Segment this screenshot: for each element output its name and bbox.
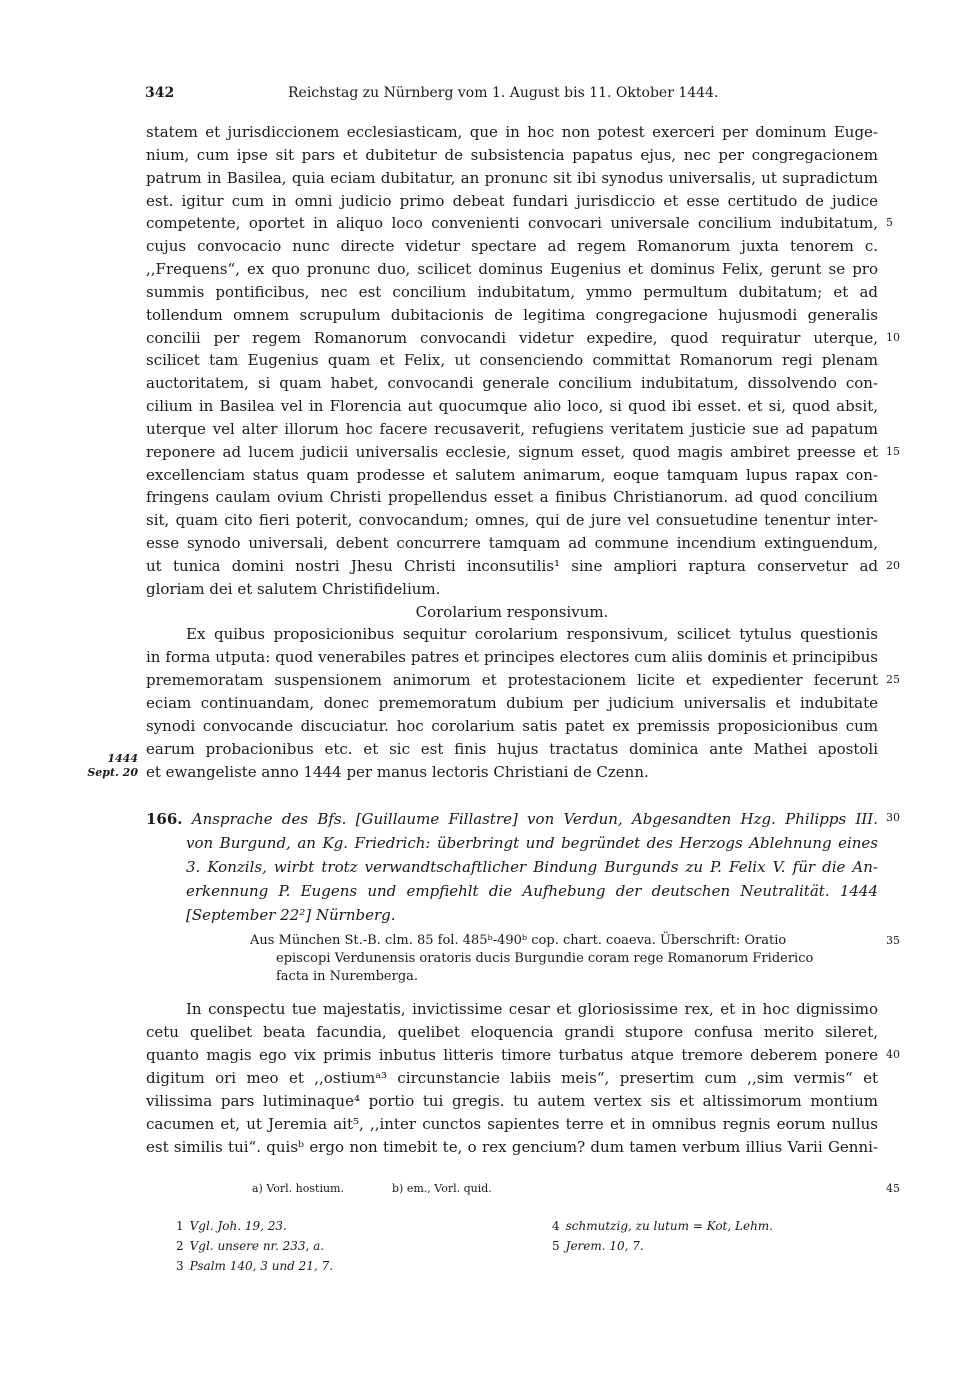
body-line: summis pontificibus, nec est concilium indubitatum, ymmo permultum dubitatum; et ad [146, 283, 878, 301]
body-line: sit, quam cito fieri poterit, convocandum; omnes, qui de jure vel consuetudine tenentur inter- [146, 511, 878, 529]
footnote [176, 1238, 324, 1254]
footnote [176, 1218, 287, 1234]
speech-line: est similis tui“. quisᵇ ergo non timebit te, o rex gencium? dum tamen verbum illius Varii Genni- [146, 1138, 878, 1156]
body-line: est. igitur cum in omni judicio primo debeat fundari jurisdiccio et esse certitudo de judice [146, 192, 878, 210]
source-note-line: episcopi Verdunensis oratoris ducis Burgundie coram rege Romanorum Friderico [276, 951, 814, 966]
footnote-number: 4 [552, 1219, 560, 1233]
line-number: 40 [886, 1048, 900, 1061]
margin-day: Sept. 20 [87, 766, 138, 779]
footnote-text: Vgl. Joh. 19, 23. [189, 1219, 287, 1233]
footnote-number: 5 [552, 1239, 560, 1253]
document-number: 166. [146, 810, 183, 828]
apparatus-note-a: a) Vorl. hostium. [252, 1182, 344, 1195]
speech-line: vilissima pars lutiminaque⁴ portio tui gregis. tu autem vertex sis et altissimorum montium [146, 1092, 878, 1110]
footnote-text: Psalm 140, 3 und 21, 7. [189, 1259, 334, 1273]
speech-line: quanto magis ego vix primis inbutus litteris timore turbatus atque tremore deberem ponere [146, 1046, 878, 1064]
speech-line: digitum ori meo et ,,ostiumᵃ³ circunstancie labiis meis“, presertim cum ,,sim vermis“ et [146, 1069, 878, 1087]
body-line: cilium in Basilea vel in Florencia aut quocumque alio loco, si quod ibi esset. et si, quod absit, [146, 397, 878, 415]
source-note-line: Aus München St.-B. clm. 85 fol. 485ᵇ-490ᵇ cop. chart. coaeva. Überschrift: Oratio [250, 933, 787, 948]
body-line: synodi convocande discuciatur. hoc corolarium satis patet ex premissis proposicionibus cum [146, 717, 878, 735]
body-line: tollendum omnem scrupulum dubitacionis de legitima congregacione hujusmodi generalis [146, 306, 878, 324]
line-number: 5 [886, 216, 893, 229]
body-line: esse synodo universali, debent concurrere tamquam ad commune incendium extinguendum, [146, 534, 878, 552]
line-number: 35 [886, 934, 900, 947]
footnote-number: 2 [176, 1239, 184, 1253]
document-heading-line: 3. Konzils, wirbt trotz verwandtschaftlicher Bindung Burgunds zu P. Felix V. für die An- [186, 858, 878, 876]
footnote [552, 1218, 773, 1234]
section-heading: Corolarium responsivum. [415, 603, 609, 621]
running-title: Reichstag zu Nürnberg vom 1. August bis 11. Oktober 1444. [288, 85, 719, 101]
body-line: patrum in Basilea, quia eciam dubitatur, an pronunc sit ibi synodus universalis, ut supradictum [146, 169, 878, 187]
body-line: in forma utputa: quod venerabiles patres et principes electores cum aliis dominis et principibus [146, 648, 878, 666]
body-line: concilii per regem Romanorum convocandi videtur expedire, quod requiratur uterque, [146, 329, 878, 347]
footnote-number: 1 [176, 1219, 184, 1233]
line-number: 20 [886, 559, 900, 572]
body-line: et ewangeliste anno 1444 per manus lectoris Christiani de Czenn. [146, 763, 649, 781]
speech-line: In conspectu tue majestatis, invictissime cesar et gloriosissime rex, et in hoc dignissimo [186, 1000, 878, 1018]
document-heading-line: [September 22²] Nürnberg. [186, 906, 396, 924]
body-line: statem et jurisdiccionem ecclesiasticam, que in hoc non potest exerceri per dominum Euge- [146, 123, 878, 141]
footnote-text: schmutzig, zu lutum = Kot, Lehm. [565, 1219, 774, 1233]
speech-line: cacumen et, ut Jeremia ait⁵, ,,inter cunctos sapientes terre et in omnibus regnis eorum nullus [146, 1115, 878, 1133]
document-heading-text: Ansprache des Bfs. [Guillaume Fillastre] von Verdun, Abgesandten Hzg. Philipps III. [191, 810, 878, 828]
body-line: earum probacionibus etc. et sic est finis hujus tractatus dominica ante Mathei apostoli [146, 740, 878, 758]
footnote-text: Vgl. unsere nr. 233, a. [189, 1239, 325, 1253]
body-line: prememoratam suspensionem animorum et protestacionem licite et expedienter fecerunt [146, 671, 878, 689]
body-line: ,,Frequens“, ex quo pronunc duo, scilicet dominus Eugenius et dominus Felix, gerunt se pro [146, 260, 878, 278]
body-line: scilicet tam Eugenius quam et Felix, ut consenciendo committat Romanorum regi plenam [146, 351, 878, 369]
line-number: 10 [886, 331, 900, 344]
body-line: eciam continuandam, donec prememoratum dubium per judicium universalis et indubitate [146, 694, 878, 712]
footnote-text: Jerem. 10, 7. [565, 1239, 644, 1253]
margin-date [82, 752, 138, 780]
source-note-line: facta in Nuremberga. [276, 969, 419, 984]
footnote [552, 1238, 644, 1254]
footnote-number: 3 [176, 1259, 184, 1273]
line-number: 45 [886, 1182, 900, 1195]
body-line: Ex quibus proposicionibus sequitur corolarium responsivum, scilicet tytulus questionis [186, 625, 878, 643]
body-line: cujus convocacio nunc directe videtur spectare ad regem Romanorum juxta tenorem c. [146, 237, 878, 255]
apparatus-note-b: b) em., Vorl. quid. [392, 1182, 492, 1195]
speech-line: cetu quelibet beata facundia, quelibet eloquencia grandi stupore confusa merito sileret, [146, 1023, 878, 1041]
document-heading-line: von Burgund, an Kg. Friedrich: überbringt und begründet des Herzogs Ablehnung eines [186, 834, 878, 852]
footnote [176, 1258, 333, 1274]
body-line: excellenciam status quam prodesse et salutem animarum, eoque tamquam lupus rapax con- [146, 466, 878, 484]
margin-year: 1444 [107, 752, 138, 765]
body-line: ut tunica domini nostri Jhesu Christi inconsutilis¹ sine ampliori raptura conservetur ad [146, 557, 878, 575]
body-line: gloriam dei et salutem Christifidelium. [146, 580, 441, 598]
body-line: competente, oportet in aliquo loco convenienti convocari universale concilium indubitatum, [146, 214, 878, 232]
document-heading-line [146, 807, 878, 831]
body-line: nium, cum ipse sit pars et dubitetur de subsistencia papatus ejus, nec per congregacionem [146, 146, 878, 164]
body-line: reponere ad lucem judicii universalis ecclesie, signum esset, quod magis ambiret preesse et [146, 443, 878, 461]
body-line: fringens caulam ovium Christi propellendus esset a finibus Christianorum. ad quod concilium [146, 488, 878, 506]
line-number: 30 [886, 811, 900, 824]
body-line: uterque vel alter illorum hoc facere recusaverit, refugiens veritatem justicie sue ad papatum [146, 420, 878, 438]
line-number: 25 [886, 673, 900, 686]
line-number: 15 [886, 445, 900, 458]
body-line: auctoritatem, si quam habet, convocandi generale concilium indubitatum, dissolvendo con- [146, 374, 878, 392]
document-heading-line: erkennung P. Eugens und empfiehlt die Aufhebung der deutschen Neutralität. 1444 [186, 882, 878, 900]
page-number: 342 [145, 85, 175, 101]
